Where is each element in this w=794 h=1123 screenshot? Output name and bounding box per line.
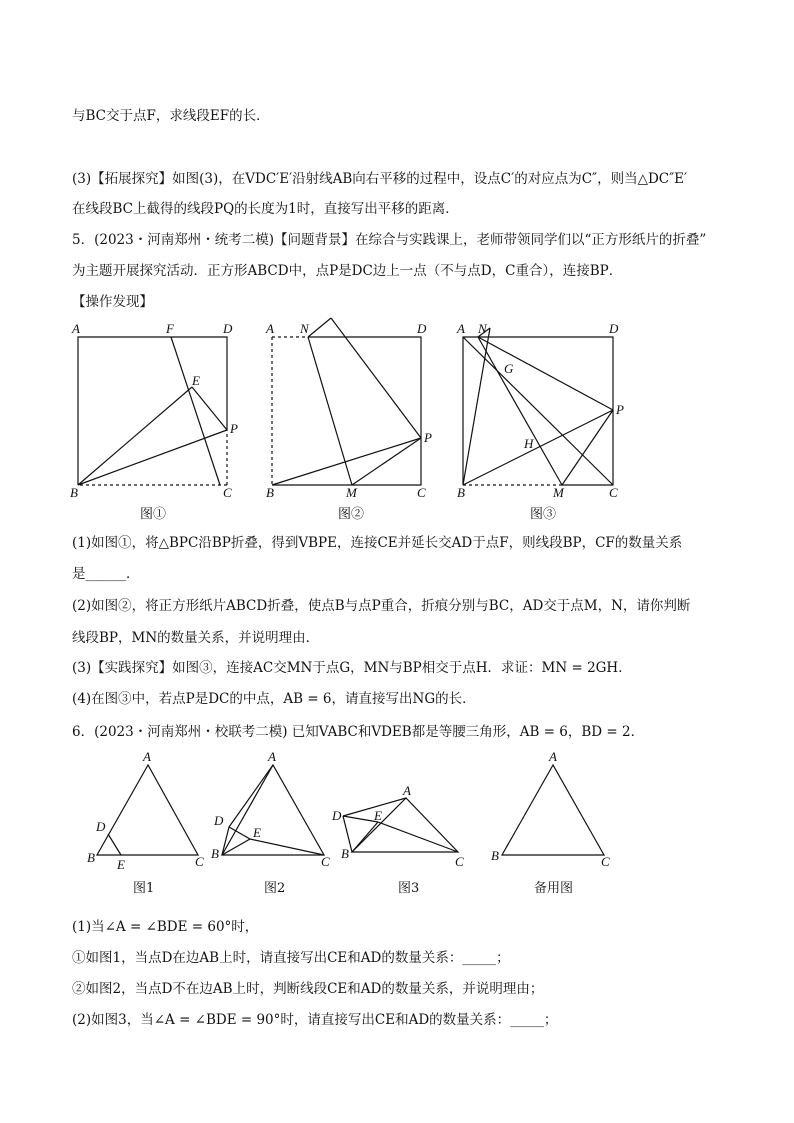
- label-A: A: [268, 749, 276, 764]
- label-D: D: [96, 819, 106, 834]
- label-C: C: [223, 485, 232, 500]
- label-M: M: [553, 485, 564, 500]
- label-G: G: [504, 361, 514, 376]
- caption-backup: 备用图: [534, 881, 574, 896]
- text-line-9: (2)如图②，将正方形纸片ABCD折叠，使点B与点P重合，折痕分别与BC，AD交于点M，N，请你判断: [72, 598, 691, 614]
- label-M: M: [346, 485, 357, 500]
- label-A: A: [72, 321, 80, 336]
- text-line-10: 线段BP，MN的数量关系，并说明理由．: [72, 630, 320, 646]
- label-C: C: [321, 854, 330, 869]
- label-F: F: [166, 321, 174, 336]
- label-A: A: [403, 783, 411, 798]
- label-E: E: [374, 808, 382, 823]
- text-line-11: (3)【实践探究】如图③，连接AC交MN于点G，MN与BP相交于点H．求证：MN = 2GH．: [72, 660, 632, 676]
- label-D: D: [223, 321, 233, 336]
- text-line-3: 在线段BC上截得的线段PQ的长度为1时，直接写出平移的距离．: [72, 201, 459, 217]
- label-E: E: [192, 373, 200, 388]
- label-B: B: [457, 485, 465, 500]
- label-C: C: [601, 854, 610, 869]
- label-B: B: [491, 848, 499, 863]
- label-N: N: [300, 321, 309, 336]
- label-B: B: [211, 846, 219, 861]
- label-D: D: [332, 808, 342, 823]
- label-C: C: [609, 485, 618, 500]
- label-B: B: [70, 485, 78, 500]
- label-C: C: [417, 485, 426, 500]
- label-E: E: [253, 825, 261, 840]
- label-P: P: [424, 430, 432, 445]
- text-line-12: (4)在图③中，若点P是DC的中点，AB = 6，请直接写出NG的长．: [72, 691, 476, 707]
- label-N: N: [478, 321, 487, 336]
- label-B: B: [87, 850, 95, 865]
- label-E: E: [117, 857, 125, 872]
- label-A: A: [143, 749, 151, 764]
- text-line-7: (1)如图①，将△BPC沿BP折叠，得到VBPE，连接CE并延长交AD于点F，则线段BP，CF的数量关系: [72, 535, 683, 551]
- caption-fig-3: 图③: [530, 507, 557, 522]
- label-A: A: [549, 749, 557, 764]
- text-line-2: (3)【拓展探究】如图(3)，在VDC′E′沿射线AB向右平移的过程中，设点C′的对应点为C″，则当△DC″E′: [72, 171, 688, 187]
- label-D: D: [214, 813, 224, 828]
- label-H: H: [524, 436, 534, 451]
- label-B: B: [341, 846, 349, 861]
- label-A: A: [266, 321, 274, 336]
- text-line-17: (2)如图3，当∠A = ∠BDE = 90°时，请直接写出CE和AD的数量关系：_____；: [72, 1012, 558, 1028]
- caption-fig-1: 图①: [140, 507, 167, 522]
- text-line-4: 5．(2023・河南郑州・统考二模)【问题背景】在综合与实践课上，老师带领同学们以“正方形纸片的折叠”: [72, 232, 707, 248]
- text-line-5: 为主题开展探究活动．正方形ABCD中，点P是DC边上一点（不与点D，C重合），连接BP．: [72, 263, 623, 279]
- text-line-13: 6．(2023・河南郑州・校联考二模) 已知VABC和VDEB都是等腰三角形，AB = 6，BD = 2．: [72, 724, 645, 740]
- text-line-1: 与BC交于点F，求线段EF的长．: [72, 108, 270, 124]
- label-P: P: [616, 402, 624, 417]
- text-line-8: 是______．: [72, 566, 140, 582]
- label-D: D: [609, 321, 619, 336]
- text-line-15: ①如图1，当点D在边AB上时，请直接写出CE和AD的数量关系：_____；: [72, 950, 510, 966]
- label-P: P: [230, 421, 238, 436]
- label-C: C: [455, 854, 464, 869]
- caption-fig-2: 图②: [338, 507, 365, 522]
- text-line-16: ②如图2，当点D不在边AB上时，判断线段CE和AD的数量关系，并说明理由；: [72, 981, 544, 997]
- caption-fig1: 图1: [133, 881, 155, 896]
- label-D: D: [417, 321, 427, 336]
- text-line-14: (1)当∠A = ∠BDE = 60°时，: [72, 919, 259, 935]
- label-C: C: [195, 854, 204, 869]
- text-line-6: 【操作发现】: [72, 294, 153, 310]
- label-A: A: [457, 321, 465, 336]
- caption-fig2: 图2: [264, 881, 286, 896]
- label-B: B: [266, 485, 274, 500]
- caption-fig3: 图3: [398, 881, 420, 896]
